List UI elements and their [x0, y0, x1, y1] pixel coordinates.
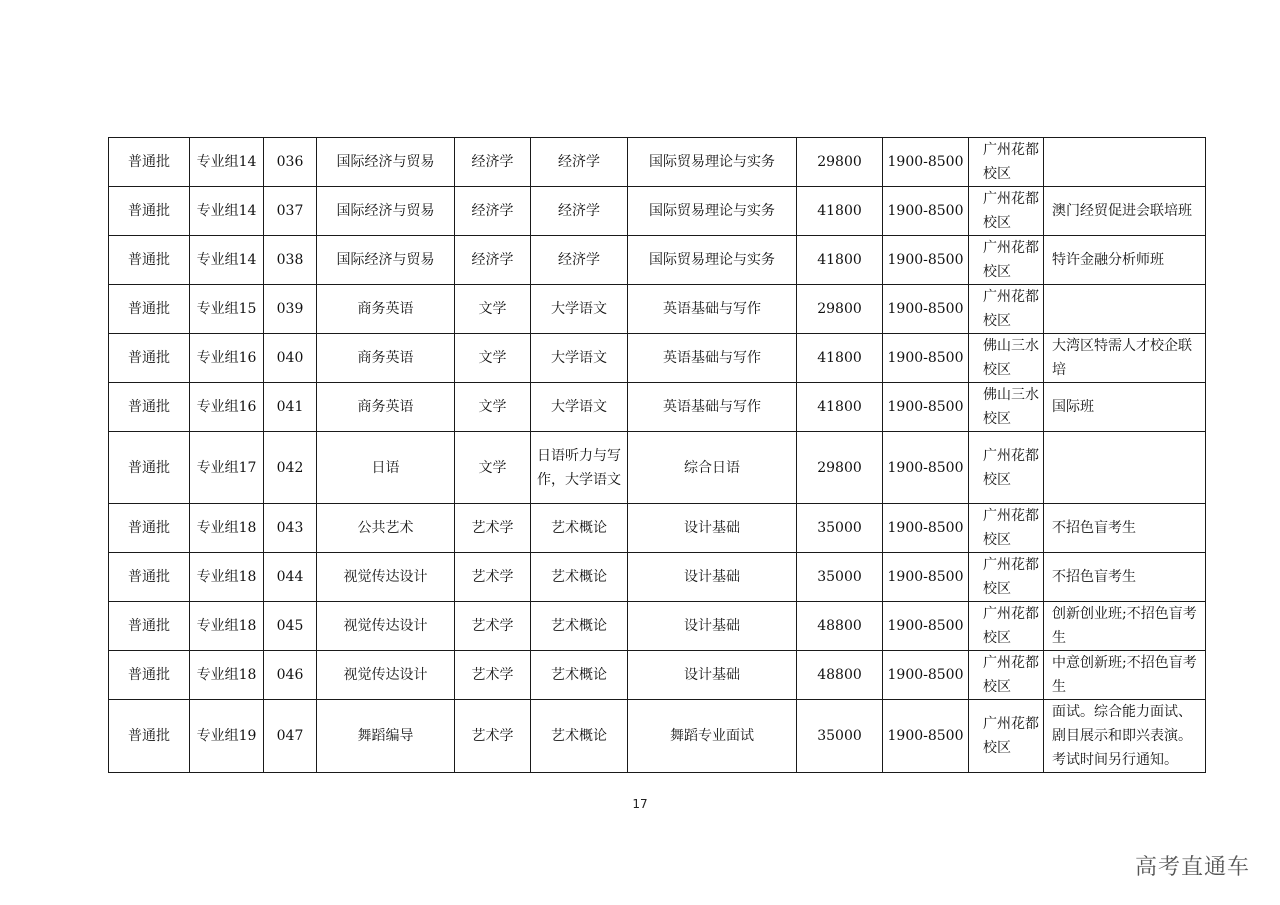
- note-cell: 创新创业班;不招色盲考生: [1044, 602, 1206, 651]
- table-row: [109, 553, 1206, 602]
- major-cell: 舞蹈编导: [317, 700, 455, 773]
- subject2-cell: 舞蹈专业面试: [628, 700, 797, 773]
- campus-cell: 广州花都校区: [969, 285, 1044, 334]
- table-row: [109, 383, 1206, 432]
- subject2-cell: 设计基础: [628, 553, 797, 602]
- subject2-cell: 英语基础与写作: [628, 383, 797, 432]
- subject1-cell: 经济学: [531, 236, 628, 285]
- category-cell: 文学: [455, 383, 531, 432]
- code-cell: 047: [264, 700, 317, 773]
- fee-cell: 29800: [797, 285, 883, 334]
- major-cell: 国际经济与贸易: [317, 236, 455, 285]
- code-cell: 041: [264, 383, 317, 432]
- hours-cell: 1900-8500: [883, 553, 969, 602]
- note-cell: 面试。综合能力面试、剧目展示和即兴表演。考试时间另行通知。: [1044, 700, 1206, 773]
- category-cell: 艺术学: [455, 700, 531, 773]
- subject1-cell: 艺术概论: [531, 504, 628, 553]
- batch-cell: 普通批: [109, 285, 190, 334]
- campus-cell: 广州花都校区: [969, 187, 1044, 236]
- major-cell: 视觉传达设计: [317, 602, 455, 651]
- group-cell: 专业组18: [190, 651, 264, 700]
- group-cell: 专业组14: [190, 187, 264, 236]
- note-cell: [1044, 432, 1206, 504]
- subject1-cell: 艺术概论: [531, 602, 628, 651]
- hours-cell: 1900-8500: [883, 651, 969, 700]
- batch-cell: 普通批: [109, 651, 190, 700]
- subject1-cell: 经济学: [531, 138, 628, 187]
- category-cell: 文学: [455, 432, 531, 504]
- hours-cell: 1900-8500: [883, 138, 969, 187]
- subject1-cell: 大学语文: [531, 334, 628, 383]
- category-cell: 艺术学: [455, 651, 531, 700]
- note-cell: [1044, 285, 1206, 334]
- hours-cell: 1900-8500: [883, 383, 969, 432]
- campus-cell: 广州花都校区: [969, 700, 1044, 773]
- subject2-cell: 英语基础与写作: [628, 334, 797, 383]
- batch-cell: 普通批: [109, 236, 190, 285]
- hours-cell: 1900-8500: [883, 700, 969, 773]
- category-cell: 经济学: [455, 236, 531, 285]
- group-cell: 专业组18: [190, 553, 264, 602]
- subject1-cell: 艺术概论: [531, 553, 628, 602]
- note-cell: 不招色盲考生: [1044, 504, 1206, 553]
- table-row: [109, 236, 1206, 285]
- table-row: [109, 602, 1206, 651]
- subject2-cell: 设计基础: [628, 651, 797, 700]
- table-row: [109, 504, 1206, 553]
- table-row: [109, 334, 1206, 383]
- table-row: [109, 432, 1206, 504]
- batch-cell: 普通批: [109, 383, 190, 432]
- code-cell: 044: [264, 553, 317, 602]
- hours-cell: 1900-8500: [883, 432, 969, 504]
- major-cell: 视觉传达设计: [317, 553, 455, 602]
- fee-cell: 41800: [797, 187, 883, 236]
- table-row: [109, 138, 1206, 187]
- fee-cell: 48800: [797, 651, 883, 700]
- table-body: [109, 138, 1206, 773]
- batch-cell: 普通批: [109, 138, 190, 187]
- code-cell: 045: [264, 602, 317, 651]
- batch-cell: 普通批: [109, 432, 190, 504]
- category-cell: 艺术学: [455, 504, 531, 553]
- major-cell: 日语: [317, 432, 455, 504]
- category-cell: 经济学: [455, 187, 531, 236]
- batch-cell: 普通批: [109, 504, 190, 553]
- campus-cell: 广州花都校区: [969, 553, 1044, 602]
- subject2-cell: 综合日语: [628, 432, 797, 504]
- group-cell: 专业组18: [190, 504, 264, 553]
- subject2-cell: 设计基础: [628, 602, 797, 651]
- fee-cell: 41800: [797, 334, 883, 383]
- fee-cell: 41800: [797, 236, 883, 285]
- major-cell: 商务英语: [317, 383, 455, 432]
- major-cell: 国际经济与贸易: [317, 138, 455, 187]
- table-row: [109, 700, 1206, 773]
- campus-cell: 佛山三水校区: [969, 383, 1044, 432]
- code-cell: 042: [264, 432, 317, 504]
- category-cell: 文学: [455, 334, 531, 383]
- batch-cell: 普通批: [109, 187, 190, 236]
- code-cell: 043: [264, 504, 317, 553]
- watermark: 高考直通车: [1134, 855, 1250, 880]
- code-cell: 039: [264, 285, 317, 334]
- code-cell: 038: [264, 236, 317, 285]
- campus-cell: 广州花都校区: [969, 432, 1044, 504]
- subject1-cell: 艺术概论: [531, 700, 628, 773]
- group-cell: 专业组16: [190, 334, 264, 383]
- note-cell: 中意创新班;不招色盲考生: [1044, 651, 1206, 700]
- note-cell: 澳门经贸促进会联培班: [1044, 187, 1206, 236]
- fee-cell: 35000: [797, 553, 883, 602]
- subject1-cell: 大学语文: [531, 285, 628, 334]
- subject2-cell: 国际贸易理论与实务: [628, 138, 797, 187]
- note-cell: 不招色盲考生: [1044, 553, 1206, 602]
- campus-cell: 广州花都校区: [969, 138, 1044, 187]
- subject1-cell: 经济学: [531, 187, 628, 236]
- major-cell: 公共艺术: [317, 504, 455, 553]
- fee-cell: 29800: [797, 432, 883, 504]
- hours-cell: 1900-8500: [883, 602, 969, 651]
- campus-cell: 广州花都校区: [969, 504, 1044, 553]
- code-cell: 046: [264, 651, 317, 700]
- subject1-cell: 大学语文: [531, 383, 628, 432]
- hours-cell: 1900-8500: [883, 504, 969, 553]
- group-cell: 专业组16: [190, 383, 264, 432]
- batch-cell: 普通批: [109, 334, 190, 383]
- code-cell: 036: [264, 138, 317, 187]
- hours-cell: 1900-8500: [883, 334, 969, 383]
- campus-cell: 广州花都校区: [969, 602, 1044, 651]
- hours-cell: 1900-8500: [883, 236, 969, 285]
- fee-cell: 48800: [797, 602, 883, 651]
- table-row: [109, 651, 1206, 700]
- note-cell: 国际班: [1044, 383, 1206, 432]
- group-cell: 专业组19: [190, 700, 264, 773]
- group-cell: 专业组17: [190, 432, 264, 504]
- hours-cell: 1900-8500: [883, 285, 969, 334]
- group-cell: 专业组14: [190, 236, 264, 285]
- note-cell: [1044, 138, 1206, 187]
- admissions-table: [108, 137, 1206, 773]
- major-cell: 国际经济与贸易: [317, 187, 455, 236]
- group-cell: 专业组18: [190, 602, 264, 651]
- campus-cell: 佛山三水校区: [969, 334, 1044, 383]
- major-cell: 视觉传达设计: [317, 651, 455, 700]
- hours-cell: 1900-8500: [883, 187, 969, 236]
- fee-cell: 41800: [797, 383, 883, 432]
- subject2-cell: 国际贸易理论与实务: [628, 187, 797, 236]
- category-cell: 艺术学: [455, 553, 531, 602]
- subject1-cell: 日语听力与写作，大学语文: [531, 432, 628, 504]
- fee-cell: 35000: [797, 700, 883, 773]
- subject2-cell: 国际贸易理论与实务: [628, 236, 797, 285]
- group-cell: 专业组15: [190, 285, 264, 334]
- page-number: 17: [632, 797, 648, 811]
- subject2-cell: 英语基础与写作: [628, 285, 797, 334]
- major-cell: 商务英语: [317, 285, 455, 334]
- category-cell: 文学: [455, 285, 531, 334]
- campus-cell: 广州花都校区: [969, 236, 1044, 285]
- batch-cell: 普通批: [109, 700, 190, 773]
- category-cell: 经济学: [455, 138, 531, 187]
- note-cell: 特许金融分析师班: [1044, 236, 1206, 285]
- code-cell: 037: [264, 187, 317, 236]
- subject1-cell: 艺术概论: [531, 651, 628, 700]
- category-cell: 艺术学: [455, 602, 531, 651]
- fee-cell: 29800: [797, 138, 883, 187]
- major-cell: 商务英语: [317, 334, 455, 383]
- group-cell: 专业组14: [190, 138, 264, 187]
- subject2-cell: 设计基础: [628, 504, 797, 553]
- campus-cell: 广州花都校区: [969, 651, 1044, 700]
- table-row: [109, 187, 1206, 236]
- table-row: [109, 285, 1206, 334]
- code-cell: 040: [264, 334, 317, 383]
- fee-cell: 35000: [797, 504, 883, 553]
- note-cell: 大湾区特需人才校企联培: [1044, 334, 1206, 383]
- batch-cell: 普通批: [109, 602, 190, 651]
- batch-cell: 普通批: [109, 553, 190, 602]
